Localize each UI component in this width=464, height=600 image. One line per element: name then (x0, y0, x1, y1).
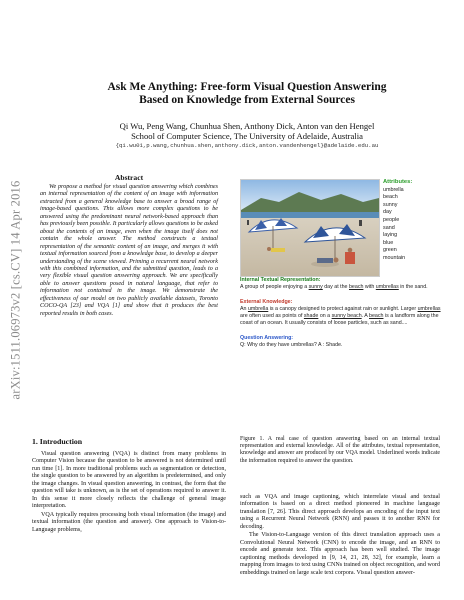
itr-keyword: sunny (308, 284, 323, 291)
attribute-item: day (383, 209, 392, 216)
attribute-item: umbrella (383, 186, 404, 193)
attributes-heading: Attributes: (383, 179, 413, 185)
ek-keyword: shade (303, 313, 319, 320)
ek-text-part: is a landform along the coast of an ocean. It usually consists of loose particles, such as sand.... (240, 313, 439, 327)
ek-text (240, 306, 444, 327)
emails: {qi.wu01,p.wang,chunhua.shen,anthony.dick,anton.vandenhengel}@adelaide.edu.au (115, 142, 379, 149)
authors: Qi Wu, Peng Wang, Chunhua Shen, Anthony Dick, Anton van den Hengel (119, 121, 375, 131)
ek-text-part: on a (318, 313, 332, 320)
internal-textual-representation (240, 277, 444, 291)
attribute-item: people (383, 216, 400, 223)
affiliation: School of Computer Science, The University of Adelaide, Australia (131, 131, 363, 141)
title-line-1: Ask Me Anything: Free-form Visual Question Answering (107, 81, 387, 93)
section-heading-introduction: 1. Introduction (32, 437, 83, 446)
ek-keyword: umbrellas (417, 306, 441, 313)
intro-paragraph-1: Visual question answering (VQA) is distinct from many problems in Computer Vision because the question to be answered is not determined until run time [1]. In more traditional problems such as segmentation or detection, the single question to be answered by an algorithm is predetermined, and only the image changes. In visual question answering, in contrast, the form that the question will take is unknown, as is the set of operations required to answer it. In this sense it more closely reflects the challenge of general image interpretation. (32, 451, 226, 510)
ek-keyword: sunny beach (331, 313, 362, 320)
itr-text-part: day at the (322, 284, 349, 291)
itr-heading: Internal Textual Representation: (240, 277, 321, 283)
ek-keyword: beach (369, 313, 384, 320)
ek-text-part: is a canopy designed to protect against rain or sunlight. Larger (268, 306, 418, 313)
title-line-2: Based on Knowledge from External Sources (139, 94, 355, 106)
right-paragraph-1: such as VQA and image captioning, which interrelate visual and textual information is based on a direct method pioneered in machine language translation [7, 26]. This direct approach develops an encoding of the input text using a Recurrent Neural Network (RNN) and passes it to another RNN for decoding. (240, 494, 440, 530)
attribute-item: sand (383, 224, 395, 231)
ek-text-part: . A (361, 313, 370, 320)
right-column-text (240, 494, 440, 578)
ek-text-part: An (240, 306, 248, 313)
figure-caption: Figure 1. A real case of question answering based on an internal textual representation and external knowledge. All of the attributes, textual representation, knowledge and answer are produced by our VQA model. Underlined words indicate the information required to answer the question. (240, 436, 440, 464)
itr-keyword: beach (348, 284, 364, 291)
abstract-paragraph: We propose a method for visual question answering which combines an internal representation of the content of an image with information extracted from a general knowledge base to answer a broad range of image-based questions. This allows more complex questions to be answered using the predominant neural network-based approach than has previously been possible. It particularly allows questions to be asked about the contents of an image, even when the image itself does not contain the whole answer. The method constructs a textual representation of the semantic content of an image, and merges it with textual information sourced from a knowledge base, to develop a deeper understanding of the scene viewed. Priming a recurrent neural network with this combined information, and the submitted question, leads to a very flexible visual question answering approach. We are specifically able to answer questions posed in natural language, that refer to information not contained in the image. We demonstrate the effectiveness of our model on two publicly available datasets, Toronto COCO-QA [23] and VQA [1] and show that it produces the best reported results in both cases. (40, 184, 218, 317)
attributes-list (383, 179, 443, 263)
attribute-item: beach (383, 194, 398, 201)
attribute-item: sunny (383, 201, 398, 208)
arxiv-stamp: arXiv:1511.06973v2 [cs.CV] 14 Apr 2016 (8, 180, 23, 400)
ek-text-part: are often used as points of (240, 313, 304, 320)
itr-text-part: with (363, 284, 376, 291)
beach-umbrella-image (241, 180, 379, 276)
itr-text-part: A group of people enjoying a (240, 284, 309, 291)
author-block (50, 121, 444, 141)
ek-heading: External Knowledge: (240, 299, 293, 305)
right-paragraph-2: The Vision-to-Language version of this direct translation approach uses a Convolutional Neural Network (CNN) to encode the image, and an RNN to encode and generate text. This approach has been well studied. The image captioning methods developed in [9, 14, 21, 28, 32], for example, learn a mapping from images to text using CNNs trained on object recognition, and word embeddings trained on large scale text corpora. Visual question answer- (240, 532, 440, 576)
attribute-item: laying (383, 232, 398, 239)
abstract-heading: Abstract (114, 173, 144, 182)
itr-text (240, 284, 444, 291)
beach-photo (240, 179, 380, 277)
ek-keyword: umbrella (247, 306, 269, 313)
itr-text-part: in the sand. (398, 284, 428, 291)
introduction-text (32, 451, 226, 535)
qa-text: Q: Why do they have umbrellas? A : Shade. (240, 342, 343, 349)
qa-heading: Question Answering: (240, 335, 294, 341)
itr-keyword: umbrellas (375, 284, 399, 291)
attribute-item: blue (383, 239, 394, 246)
question-answering (240, 335, 444, 349)
abstract-text (40, 184, 218, 319)
intro-paragraph-2: VQA typically requires processing both visual information (the image) and textual information (the question and answer). One approach to Vision-to-Language problems, (32, 511, 226, 533)
paper-title (50, 81, 444, 107)
attribute-item: mountain (383, 254, 406, 261)
external-knowledge (240, 299, 444, 327)
attribute-item: green (383, 247, 397, 254)
